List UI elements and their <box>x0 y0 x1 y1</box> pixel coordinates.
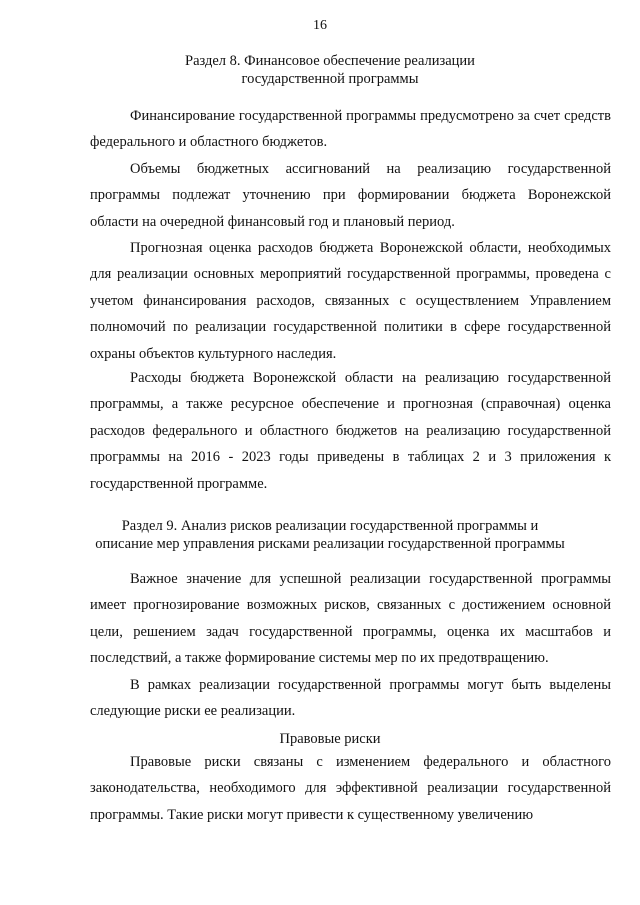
legal-risks-paragraph: Правовые риски связаны с изменением федерального и областного законодательства, необходимого для эффективной реализации государственной программы. Такие риски могут привести к существенному увеличению <box>90 754 611 823</box>
section-8-paragraph-4: Расходы бюджета Воронежской области на реализацию государственной программы, а также ресурсное обеспечение и прогнозная (справочная) оценка расходов федерального и областного бюджетов на реализацию государственной программы на 2016 - 2023 годы приведены в таблицах 2 и 3 приложения к государственной программе. <box>90 370 611 492</box>
page-number: 16 <box>313 18 327 33</box>
section-9-heading-line2: описание мер управления рисками реализации государственной программы <box>95 536 565 552</box>
section-9-heading-line1: Раздел 9. Анализ рисков реализации государственной программы и <box>121 518 539 534</box>
section-8-paragraph-3: Прогнозная оценка расходов бюджета Воронежской области, необходимых для реализации основных мероприятий государственной программы, проведена с учетом финансирования расходов, связанных с осуществлением Управлением полномочий по реализации государственной политики в сфере государственной охраны объектов культурного наследия. <box>90 240 611 362</box>
legal-risks-heading: Правовые риски <box>279 731 381 747</box>
section-8-paragraph-1: Финансирование государственной программы предусмотрено за счет средств федерального и областного бюджетов. <box>90 108 611 151</box>
section-8-heading-line1: Раздел 8. Финансовое обеспечение реализации <box>185 53 475 69</box>
section-9-heading <box>60 517 600 553</box>
section-9-paragraph-1: Важное значение для успешной реализации государственной программы имеет прогнозирование возможных рисков, связанных с достижением основной цели, решением задач государственной программы, оценка их масштабов и последствий, а также формирование системы мер по их предотвращению. <box>90 571 611 667</box>
section-8-paragraph-2: Объемы бюджетных ассигнований на реализацию государственной программы подлежат уточнению при формировании бюджета Воронежской области на очередной финансовый год и плановый период. <box>90 161 611 230</box>
section-8-heading-line2: государственной программы <box>241 71 419 87</box>
section-9-paragraph-2: В рамках реализации государственной программы могут быть выделены следующие риски ее реализации. <box>90 677 611 720</box>
section-8-heading <box>60 52 600 88</box>
